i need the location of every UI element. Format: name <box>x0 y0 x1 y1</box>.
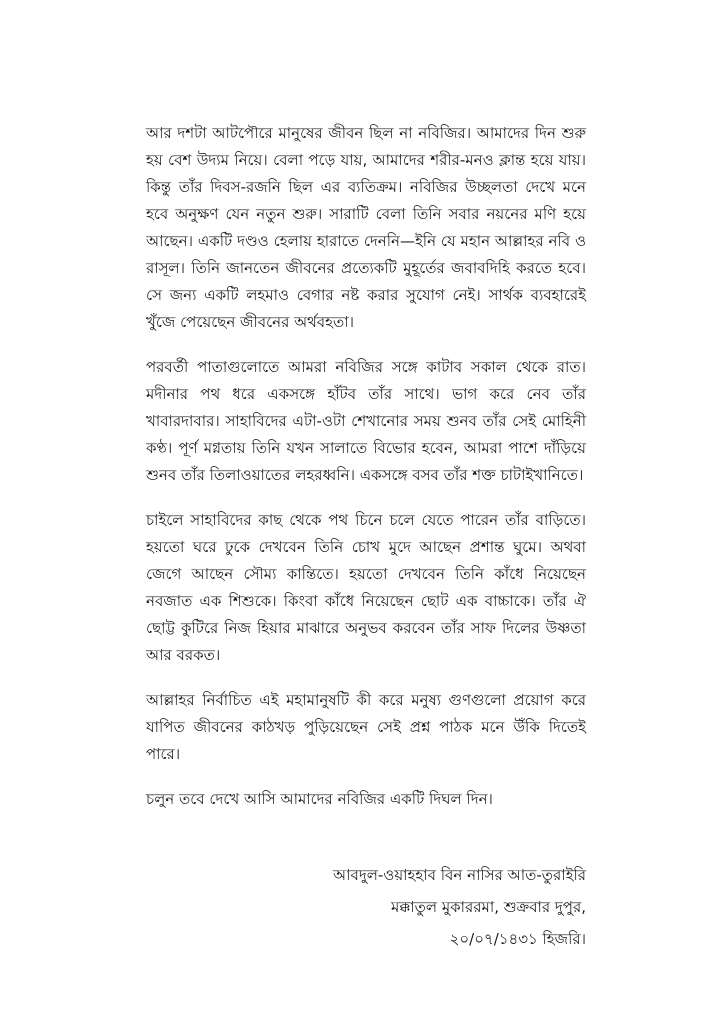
paragraph-4: আল্লাহর নির্বাচিত এই মহামানুষটি কী করে মনুষ্য গুণগুলো প্রয়োগ করে যাপিত জীবনের কাঠখড় পুড়িয়েছেন সেই প্রশ্ন পাঠক মনে উঁকি দিতেই পারে। <box>146 691 586 763</box>
document-page <box>146 112 586 955</box>
paragraph-2: পরবর্তী পাতাগুলোতে আমরা নবিজির সঙ্গে কাটাব সকাল থেকে রাত। মদীনার পথ ধরে একসঙ্গে হাঁটব তাঁর সাথে। ভাগ করে নেব তাঁর খাবারদাবার। সাহাবিদের এটা-ওটা শেখানোর সময় শুনব তাঁর সেই মোহিনী কণ্ঠ। পূর্ণ মগ্নতায় তিনি যখন সালাতে বিভোর হবেন, আমরা পাশে দাঁড়িয়ে শুনব তাঁর তিলাওয়াতের লহরধ্বনি। একসঙ্গে বসব তাঁর শক্ত চাটাইখানিতে। <box>146 358 586 484</box>
signature-date: ২০/০৭/১৪৩১ হিজরি। <box>449 930 586 948</box>
paragraph-1: আর দশটা আটপৌরে মানুষের জীবন ছিল না নবিজির। আমাদের দিন শুরু হয় বেশ উদ্যম নিয়ে। বেলা পড়ে যায়, আমাদের শরীর-মনও ক্লান্ত হয়ে যায়। কিন্তু তাঁর দিবস-রজনি ছিল এর ব্যতিক্রম। নবিজির উচ্ছলতা দেখে মনে হবে অনুক্ষণ যেন নতুন শুরু। সারাটি বেলা তিনি সবার নয়নের মণি হয়ে আছেন। একটি দণ্ডও হেলায় হারাতে দেননি—ইনি যে মহান আল্লাহর নবি ও রাসূল। তিনি জানতেন জীবনের প্রত্যেকটি মুহূর্তের জবাবদিহি করতে হবে। সে জন্য একটি লহমাও বেগার নষ্ট করার সুযোগ নেই। সার্থক ব্যবহারেই খুঁজে পেয়েছেন জীবনের অর্থবহতা। <box>146 124 586 331</box>
paragraph-3: চাইলে সাহাবিদের কাছ থেকে পথ চিনে চলে যেতে পারেন তাঁর বাড়িতে। হয়তো ঘরে ঢুকে দেখবেন তিনি চোখ মুদে আছেন প্রশান্ত ঘুমে। অথবা জেগে আছেন সৌম্য কান্তিতে। হয়তো দেখবেন তিনি কাঁধে নিয়েছেন নবজাত এক শিশুকে। কিংবা কাঁধে নিয়েছেন ছোট এক বাচ্চাকে। তাঁর ঐ ছোট্ট কুটিরে নিজ হিয়ার মাঝারে অনুভব করবেন তাঁর সাফ দিলের উষ্ণতা আর বরকত। <box>146 511 586 664</box>
paragraph-5: চলুন তবে দেখে আসি আমাদের নবিজির একটি দিঘল দিন। <box>146 790 493 808</box>
signature-block <box>146 859 586 955</box>
signature-author: আবদুল-ওয়াহহাব বিন নাসির আত-তুরাইরি <box>332 866 586 884</box>
signature-place: মক্কাতুল মুকাররমা, শুক্রবার দুপুর, <box>390 898 586 916</box>
